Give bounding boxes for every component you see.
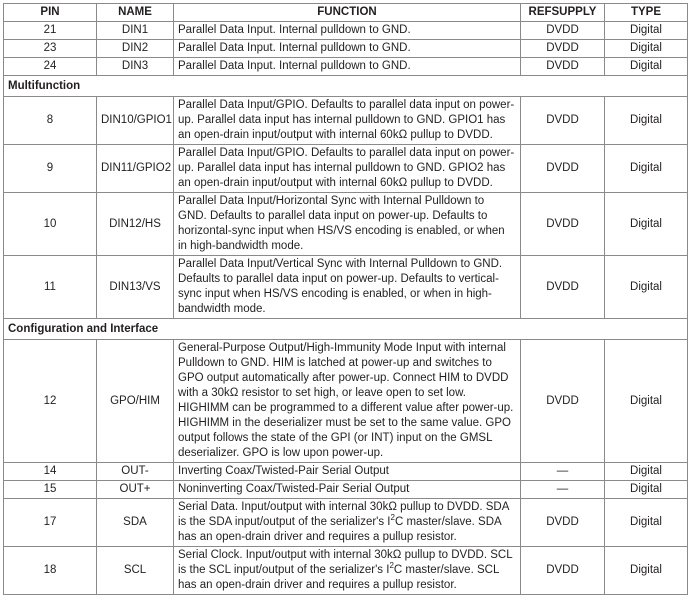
function-cell — [174, 499, 521, 547]
function-text-part: Serial Clock. Input/output with internal 30kΩ pullup to DVDD. SCL is the SCL input/output of the serializer's I — [178, 549, 513, 576]
type-cell: Digital — [605, 340, 688, 463]
pin-cell: 11 — [4, 256, 97, 319]
refsupply-cell: DVDD — [521, 547, 605, 595]
pin-cell: 14 — [4, 463, 97, 481]
pin-cell: 18 — [4, 547, 97, 595]
header-pin: PIN — [4, 4, 97, 22]
name-cell: SCL — [97, 547, 174, 595]
refsupply-cell: DVDD — [521, 256, 605, 319]
function-text-part: C master/slave. SCL has an open-drain driver and requires a pullup resistor. — [178, 564, 499, 591]
pin-cell: 15 — [4, 481, 97, 499]
function-cell: Parallel Data Input/GPIO. Defaults to parallel data input on power-up. Parallel data input has internal pulldown to GND. GPIO1 has an open-drain input/output with internal 60kΩ pullup to DVDD. — [174, 97, 521, 145]
refsupply-cell: DVDD — [521, 193, 605, 256]
refsupply-cell: DVDD — [521, 499, 605, 547]
pin-cell: 10 — [4, 193, 97, 256]
function-cell: Noninverting Coax/Twisted-Pair Serial Output — [174, 481, 521, 499]
section-title: Multifunction — [4, 76, 688, 97]
pin-cell: 12 — [4, 340, 97, 463]
refsupply-cell: DVDD — [521, 58, 605, 76]
name-cell: DIN10/GPIO1 — [97, 97, 174, 145]
table-row — [4, 463, 688, 481]
section-row-configuration — [4, 319, 688, 340]
name-cell: DIN12/HS — [97, 193, 174, 256]
function-cell: Inverting Coax/Twisted-Pair Serial Output — [174, 463, 521, 481]
name-cell: DIN3 — [97, 58, 174, 76]
name-cell: OUT+ — [97, 481, 174, 499]
table-row — [4, 499, 688, 547]
table-row — [4, 481, 688, 499]
header-type: TYPE — [605, 4, 688, 22]
header-row — [4, 4, 688, 22]
function-text-part: Serial Data. Input/output with internal 30kΩ pullup to DVDD. SDA is the SDA input/output of the serializer's I — [178, 501, 509, 528]
section-title: Configuration and Interface — [4, 319, 688, 340]
type-cell: Digital — [605, 97, 688, 145]
table-row — [4, 256, 688, 319]
refsupply-cell: — — [521, 481, 605, 499]
pin-cell: 24 — [4, 58, 97, 76]
table-row — [4, 40, 688, 58]
function-cell: Parallel Data Input/Vertical Sync with Internal Pulldown to GND. Defaults to parallel data input on power-up. Defaults to vertical-sync input when HS/VS encoding is enabled, or when in high-bandwidth mode. — [174, 256, 521, 319]
header-name: NAME — [97, 4, 174, 22]
superscript: 2 — [389, 561, 394, 571]
function-text-part: C master/slave. SDA has an open-drain driver and requires a pullup resistor. — [178, 516, 502, 543]
name-cell: DIN13/VS — [97, 256, 174, 319]
refsupply-cell: DVDD — [521, 40, 605, 58]
type-cell: Digital — [605, 499, 688, 547]
name-cell: DIN11/GPIO2 — [97, 145, 174, 193]
function-cell — [174, 547, 521, 595]
type-cell: Digital — [605, 547, 688, 595]
type-cell: Digital — [605, 145, 688, 193]
refsupply-cell: — — [521, 463, 605, 481]
pin-cell: 21 — [4, 22, 97, 40]
type-cell: Digital — [605, 463, 688, 481]
header-refsupply: REFSUPPLY — [521, 4, 605, 22]
function-cell: Parallel Data Input. Internal pulldown to GND. — [174, 40, 521, 58]
table-row — [4, 22, 688, 40]
type-cell: Digital — [605, 193, 688, 256]
table-row — [4, 145, 688, 193]
refsupply-cell: DVDD — [521, 145, 605, 193]
header-function: FUNCTION — [174, 4, 521, 22]
refsupply-cell: DVDD — [521, 22, 605, 40]
name-cell: DIN1 — [97, 22, 174, 40]
type-cell: Digital — [605, 58, 688, 76]
refsupply-cell: DVDD — [521, 340, 605, 463]
pin-cell: 23 — [4, 40, 97, 58]
superscript: 2 — [390, 513, 395, 523]
table-row — [4, 547, 688, 595]
section-row-multifunction — [4, 76, 688, 97]
name-cell: GPO/HIM — [97, 340, 174, 463]
pin-description-table — [3, 3, 688, 595]
pin-cell: 17 — [4, 499, 97, 547]
name-cell: SDA — [97, 499, 174, 547]
name-cell: OUT- — [97, 463, 174, 481]
type-cell: Digital — [605, 481, 688, 499]
pin-cell: 9 — [4, 145, 97, 193]
table-row — [4, 97, 688, 145]
type-cell: Digital — [605, 256, 688, 319]
table-row — [4, 58, 688, 76]
function-cell: Parallel Data Input. Internal pulldown to GND. — [174, 22, 521, 40]
function-cell: General-Purpose Output/High-Immunity Mode Input with internal Pulldown to GND. HIM is latched at power-up and switches to GPO output automatically after power-up. Connect HIM to DVDD with a 30kΩ resistor to set high, or leave open to set low. HIGHIMM can be programmed to a different value after power-up. HIGHIMM in the deserializer must be set to the same value. GPO output follows the state of the GPI (or INT) input on the GMSL deserializer. GPO is low upon power-up. — [174, 340, 521, 463]
table-row — [4, 193, 688, 256]
type-cell: Digital — [605, 22, 688, 40]
name-cell: DIN2 — [97, 40, 174, 58]
function-cell: Parallel Data Input. Internal pulldown to GND. — [174, 58, 521, 76]
refsupply-cell: DVDD — [521, 97, 605, 145]
function-cell: Parallel Data Input/Horizontal Sync with Internal Pulldown to GND. Defaults to parallel data input on power-up. Defaults to horizontal-sync input when HS/VS encoding is enabled, or when in high-bandwidth mode. — [174, 193, 521, 256]
table-row — [4, 340, 688, 463]
pin-cell: 8 — [4, 97, 97, 145]
function-cell: Parallel Data Input/GPIO. Defaults to parallel data input on power-up. Parallel data input has internal pulldown to GND. GPIO2 has an open-drain input/output with internal 60kΩ pullup to DVDD. — [174, 145, 521, 193]
type-cell: Digital — [605, 40, 688, 58]
